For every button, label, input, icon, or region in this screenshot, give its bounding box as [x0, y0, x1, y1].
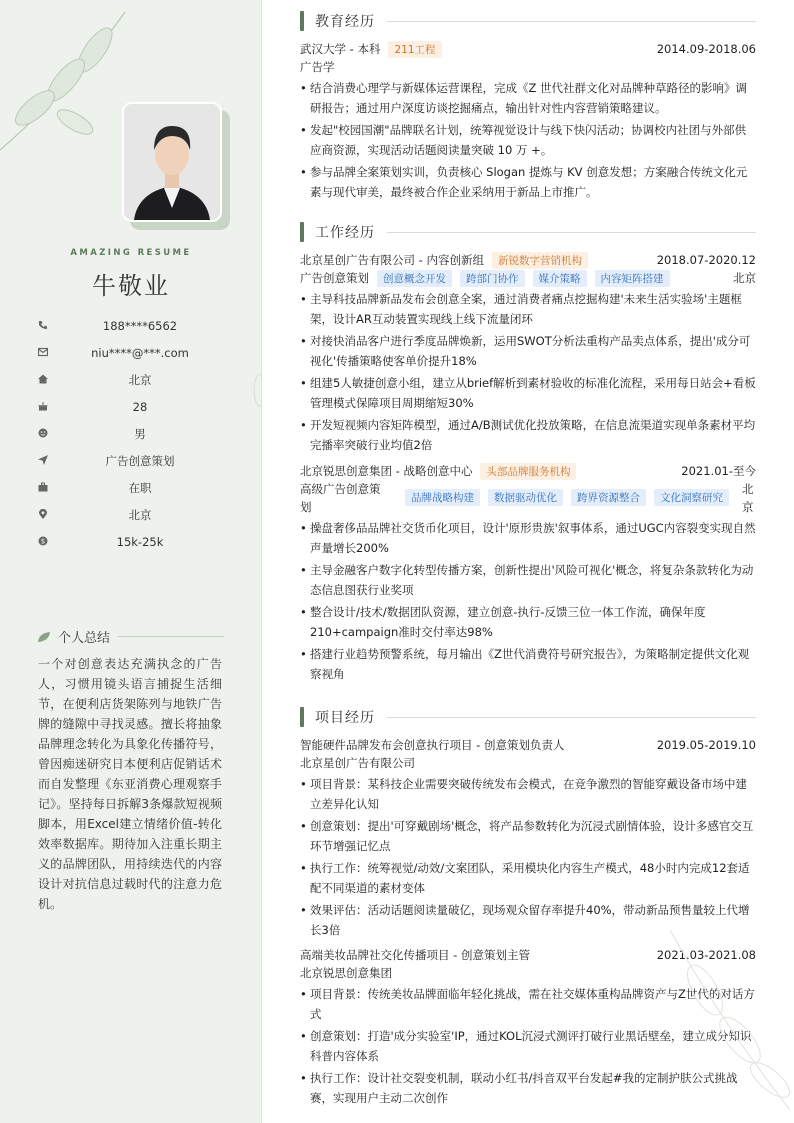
- info-row-city: 北京: [36, 366, 232, 393]
- skill-tag: 内容矩阵搭建: [595, 270, 670, 287]
- email-icon: [38, 347, 48, 357]
- list-item: • 对接快消品客户进行季度品牌焕新，运用SWOT分析法重构产品卖点体系，提出'成分可视化'传播策略使客单价提升18%: [300, 331, 756, 371]
- company-name: 北京星创广告有限公司 - 内容创新组: [300, 253, 484, 267]
- education-block: [300, 40, 756, 202]
- project-org: 北京星创广告有限公司: [300, 756, 415, 770]
- skill-tag: 创意概念开发: [377, 270, 452, 287]
- education-bullets: [300, 78, 756, 202]
- phone-icon: [38, 320, 48, 330]
- project-date: 2021.03-2021.08: [656, 948, 756, 962]
- info-row-salary: $ 15k-25k: [36, 528, 232, 555]
- company-tag: 新锐数字营销机构: [492, 252, 588, 269]
- info-row-email: niu****@***.com: [36, 339, 232, 366]
- list-item: • 参与品牌全案策划实训，负责核心 Slogan 提炼与 KV 创意发想；方案融合传统文化元素与现代审美，最终被合作企业采纳用于新品上市推广。: [300, 162, 756, 202]
- gender-icon: [38, 428, 48, 438]
- list-item: • 发起"校园国潮"品牌联名计划，统筹视觉设计与线下快闪活动；协调校内社团与外部供应商资源，实现活动话题阅读量突破 10 万 +。: [300, 120, 756, 160]
- list-item: • 整合设计/技术/数据团队资源，建立创意-执行-反馈三位一体工作流，确保年度210+campaign准时交付率达98%: [300, 602, 756, 642]
- brand-label: AMAZING RESUME: [70, 248, 192, 258]
- money-icon: [38, 536, 48, 546]
- list-item: • 执行工作：统筹视觉/动效/文案团队，采用模块化内容生产模式，48小时内完成12套适配不同渠道的素材变体: [300, 858, 756, 898]
- company-name: 北京锐思创意集团 - 战略创意中心: [300, 464, 473, 478]
- location-icon: [38, 509, 48, 519]
- skill-tag: 媒介策略: [533, 270, 587, 287]
- svg-text:$: $: [40, 537, 46, 546]
- cake-icon: [38, 401, 48, 411]
- leaf-decoration-bottom: [660, 930, 794, 1120]
- job-date: 2018.07-2020.12: [656, 253, 756, 267]
- avatar: [122, 102, 222, 222]
- skill-tag: 跨界资源整合: [571, 489, 646, 506]
- profile-photo-frame: [122, 102, 222, 222]
- candidate-name: 牛敬业: [92, 272, 170, 300]
- job-bullets: [300, 518, 756, 684]
- list-item: • 开发短视频内容矩阵模型，通过A/B测试优化投放策略，在信息流渠道实现单条素材平均完播率突破行业均值2倍: [300, 415, 756, 455]
- send-icon: [38, 455, 48, 465]
- list-item: • 项目背景：某科技企业需要突破传统发布会模式，在竞争激烈的智能穿戴设备市场中建立差异化认知: [300, 774, 756, 814]
- project-date: 2019.05-2019.10: [656, 738, 756, 752]
- project-name: 智能硬件品牌发布会创意执行项目 - 创意策划负责人: [300, 738, 565, 752]
- list-item: • 创意策划：打造'成分实验室'IP，通过KOL沉浸式测评打破行业黑话壁垒，建立成分知识科普内容体系: [300, 1026, 756, 1066]
- leaf-decoration-small: [240, 370, 262, 460]
- project-block-1: [300, 736, 756, 940]
- home-icon: [38, 374, 48, 384]
- project-org: 北京锐思创意集团: [300, 966, 392, 980]
- info-row-phone: 188****6562: [36, 312, 232, 339]
- project-bullets: [300, 774, 756, 940]
- skill-tag: 跨部门协作: [460, 270, 525, 287]
- contact-info-list: [36, 312, 232, 555]
- education-date: 2014.09-2018.06: [656, 42, 756, 56]
- list-item: • 执行工作：设计社交裂变机制，联动小红书/抖音双平台发起#我的定制护肤公式挑战赛，实现用户主动二次创作: [300, 1068, 756, 1108]
- skill-tag: 数据驱动优化: [488, 489, 563, 506]
- section-education-heading: 教育经历: [300, 11, 756, 31]
- job-date: 2021.01-至今: [681, 464, 756, 478]
- job-role: 高级广告创意策划: [300, 482, 381, 514]
- list-item: • 项目背景：传统美妆品牌面临年轻化挑战，需在社交媒体重构品牌资产与Z世代的对话方式: [300, 984, 756, 1024]
- job-block-2: [300, 462, 756, 684]
- summary-heading: 个人总结: [38, 627, 224, 646]
- list-item: • 结合消费心理学与新媒体运营课程，完成《Z 世代社群文化对品牌种草路径的影响》调研报告；通过用户深度访谈挖掘痛点，输出针对性内容营销策略建议。: [300, 78, 756, 118]
- list-item: • 主导科技品牌新品发布会创意全案，通过消费者痛点挖掘构建'未来生活实验场'主题框架，设计AR互动装置实现线上线下流量闭环: [300, 289, 756, 329]
- list-item: • 效果评估：活动话题阅读量破亿，现场观众留存率提升40%，带动新品预售量较上代增长3倍: [300, 900, 756, 940]
- list-item: • 搭建行业趋势预警系统，每月输出《Z世代消费符号研究报告》，为策略制定提供文化观察视角: [300, 644, 756, 684]
- job-bullets: [300, 289, 756, 455]
- list-item: • 组建5人敏捷创意小组，建立从brief解析到素材验收的标准化流程，采用每日站会+看板管理模式保障项目周期缩短30%: [300, 373, 756, 413]
- leaf-icon: [38, 632, 50, 642]
- section-projects-heading: 项目经历: [300, 707, 756, 727]
- info-row-job-intent: 广告创意策划: [36, 447, 232, 474]
- company-tag: 头部品牌服务机构: [480, 463, 576, 480]
- skill-tag: 文化洞察研究: [654, 489, 729, 506]
- list-item: • 操盘奢侈品品牌社交货币化项目，设计'原形贵族'叙事体系，通过UGC内容裂变实现自然声量增长200%: [300, 518, 756, 558]
- job-role: 广告创意策划: [300, 271, 369, 285]
- school-name: 武汉大学 - 本科: [300, 42, 381, 56]
- sidebar: [0, 0, 262, 1123]
- section-work-heading: 工作经历: [300, 222, 756, 242]
- job-block-1: [300, 251, 756, 455]
- major: 广告学: [300, 60, 335, 74]
- info-row-status: 在职: [36, 474, 232, 501]
- summary-text: 一个对创意表达充满执念的广告人，习惯用镜头语言捕捉生活细节，在便利店货架陈列与地铁广告牌的缝隙中寻找灵感。擅长将抽象品牌理念转化为具象化传播符号，曾因痴迷研究日本便利店促销话术而自发整理《东亚消费心理观察手记》。坚持每日拆解3条爆款短视频脚本，用Excel建立情绪价值-转化效率数据库。期待加入注重长期主义的品牌团队，用持续迭代的内容设计对抗信息过载时代的注意力危机。: [38, 657, 222, 911]
- info-row-location: 北京: [36, 501, 232, 528]
- job-city: 北京: [733, 271, 756, 285]
- job-city: 北京: [742, 482, 754, 514]
- list-item: • 主导金融客户数字化转型传播方案，创新性提出'风险可视化'概念，将复杂条款转化为动态信息图获行业奖项: [300, 560, 756, 600]
- briefcase-icon: [38, 482, 48, 492]
- skill-tag: 品牌战略构建: [405, 489, 480, 506]
- project-name: 高端美妆品牌社交化传播项目 - 创意策划主管: [300, 948, 530, 962]
- list-item: • 创意策划：提出'可穿戴剧场'概念，将产品参数转化为沉浸式剧情体验，设计多感官交互环节增强记忆点: [300, 816, 756, 856]
- info-row-age: 28: [36, 393, 232, 420]
- school-tag: 211工程: [388, 41, 441, 58]
- info-row-gender: 男: [36, 420, 232, 447]
